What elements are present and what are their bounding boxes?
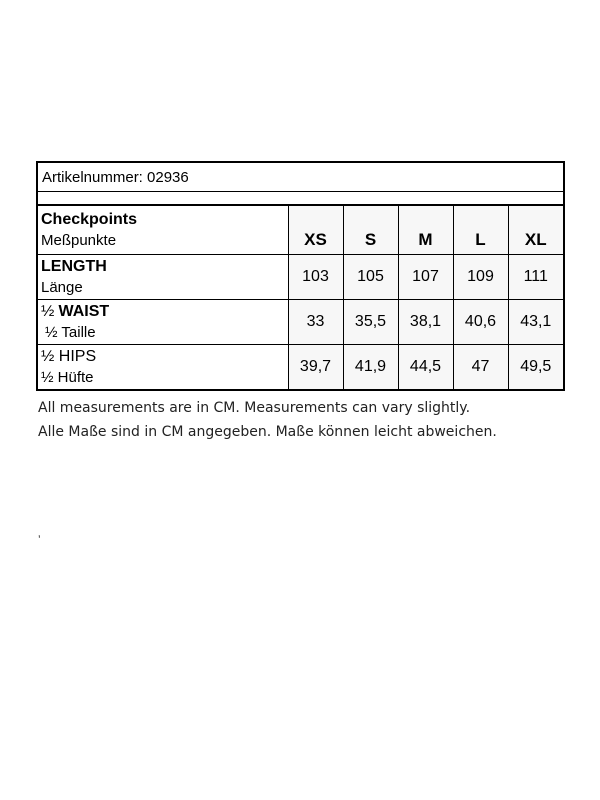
length-label-cell	[37, 255, 288, 300]
length-xl: 111	[508, 255, 564, 300]
hips-m: 44,5	[398, 345, 453, 391]
note-german: Alle Maße sind in CM angegeben. Maße können leicht abweichen.	[38, 424, 497, 440]
size-header-xl: XL	[508, 205, 564, 255]
size-chart-table	[36, 161, 565, 391]
waist-s: 35,5	[343, 300, 398, 345]
length-l: 109	[453, 255, 508, 300]
waist-xs: 33	[288, 300, 343, 345]
note-english: All measurements are in CM. Measurements can vary slightly.	[38, 400, 471, 416]
waist-label-cell	[37, 300, 288, 345]
waist-label	[41, 301, 288, 322]
waist-xl: 43,1	[508, 300, 564, 345]
size-header-s: S	[343, 205, 398, 255]
table-header-row	[37, 205, 564, 255]
taille-label: ½ Taille	[45, 324, 96, 341]
hips-l: 47	[453, 345, 508, 391]
hips-label: ½ HIPS	[41, 348, 97, 365]
laenge-label: Länge	[41, 279, 83, 296]
hips-xs: 39,7	[288, 345, 343, 391]
size-header-xs: XS	[288, 205, 343, 255]
size-header-l: L	[453, 205, 508, 255]
size-header-m: M	[398, 205, 453, 255]
checkpoints-label: Checkpoints	[41, 211, 138, 228]
table-row-hips	[37, 345, 564, 391]
messpunkte-label: Meßpunkte	[41, 232, 117, 249]
length-label: LENGTH	[41, 258, 107, 275]
waist-main-label: WAIST	[58, 303, 110, 320]
hips-label-cell	[37, 345, 288, 391]
checkpoints-header	[37, 205, 288, 255]
length-m: 107	[398, 255, 453, 300]
waist-l: 40,6	[453, 300, 508, 345]
hips-s: 41,9	[343, 345, 398, 391]
length-s: 105	[343, 255, 398, 300]
table-row-length	[37, 255, 564, 300]
stray-mark: ʼ	[38, 533, 41, 547]
table-row-waist	[37, 300, 564, 345]
spacer-row	[37, 192, 564, 206]
waist-m: 38,1	[398, 300, 453, 345]
article-number: Artikelnummer: 02936	[37, 162, 564, 192]
length-xs: 103	[288, 255, 343, 300]
waist-half-prefix: ½	[41, 303, 55, 320]
hips-xl: 49,5	[508, 345, 564, 391]
huefte-label: ½ Hüfte	[41, 369, 94, 386]
